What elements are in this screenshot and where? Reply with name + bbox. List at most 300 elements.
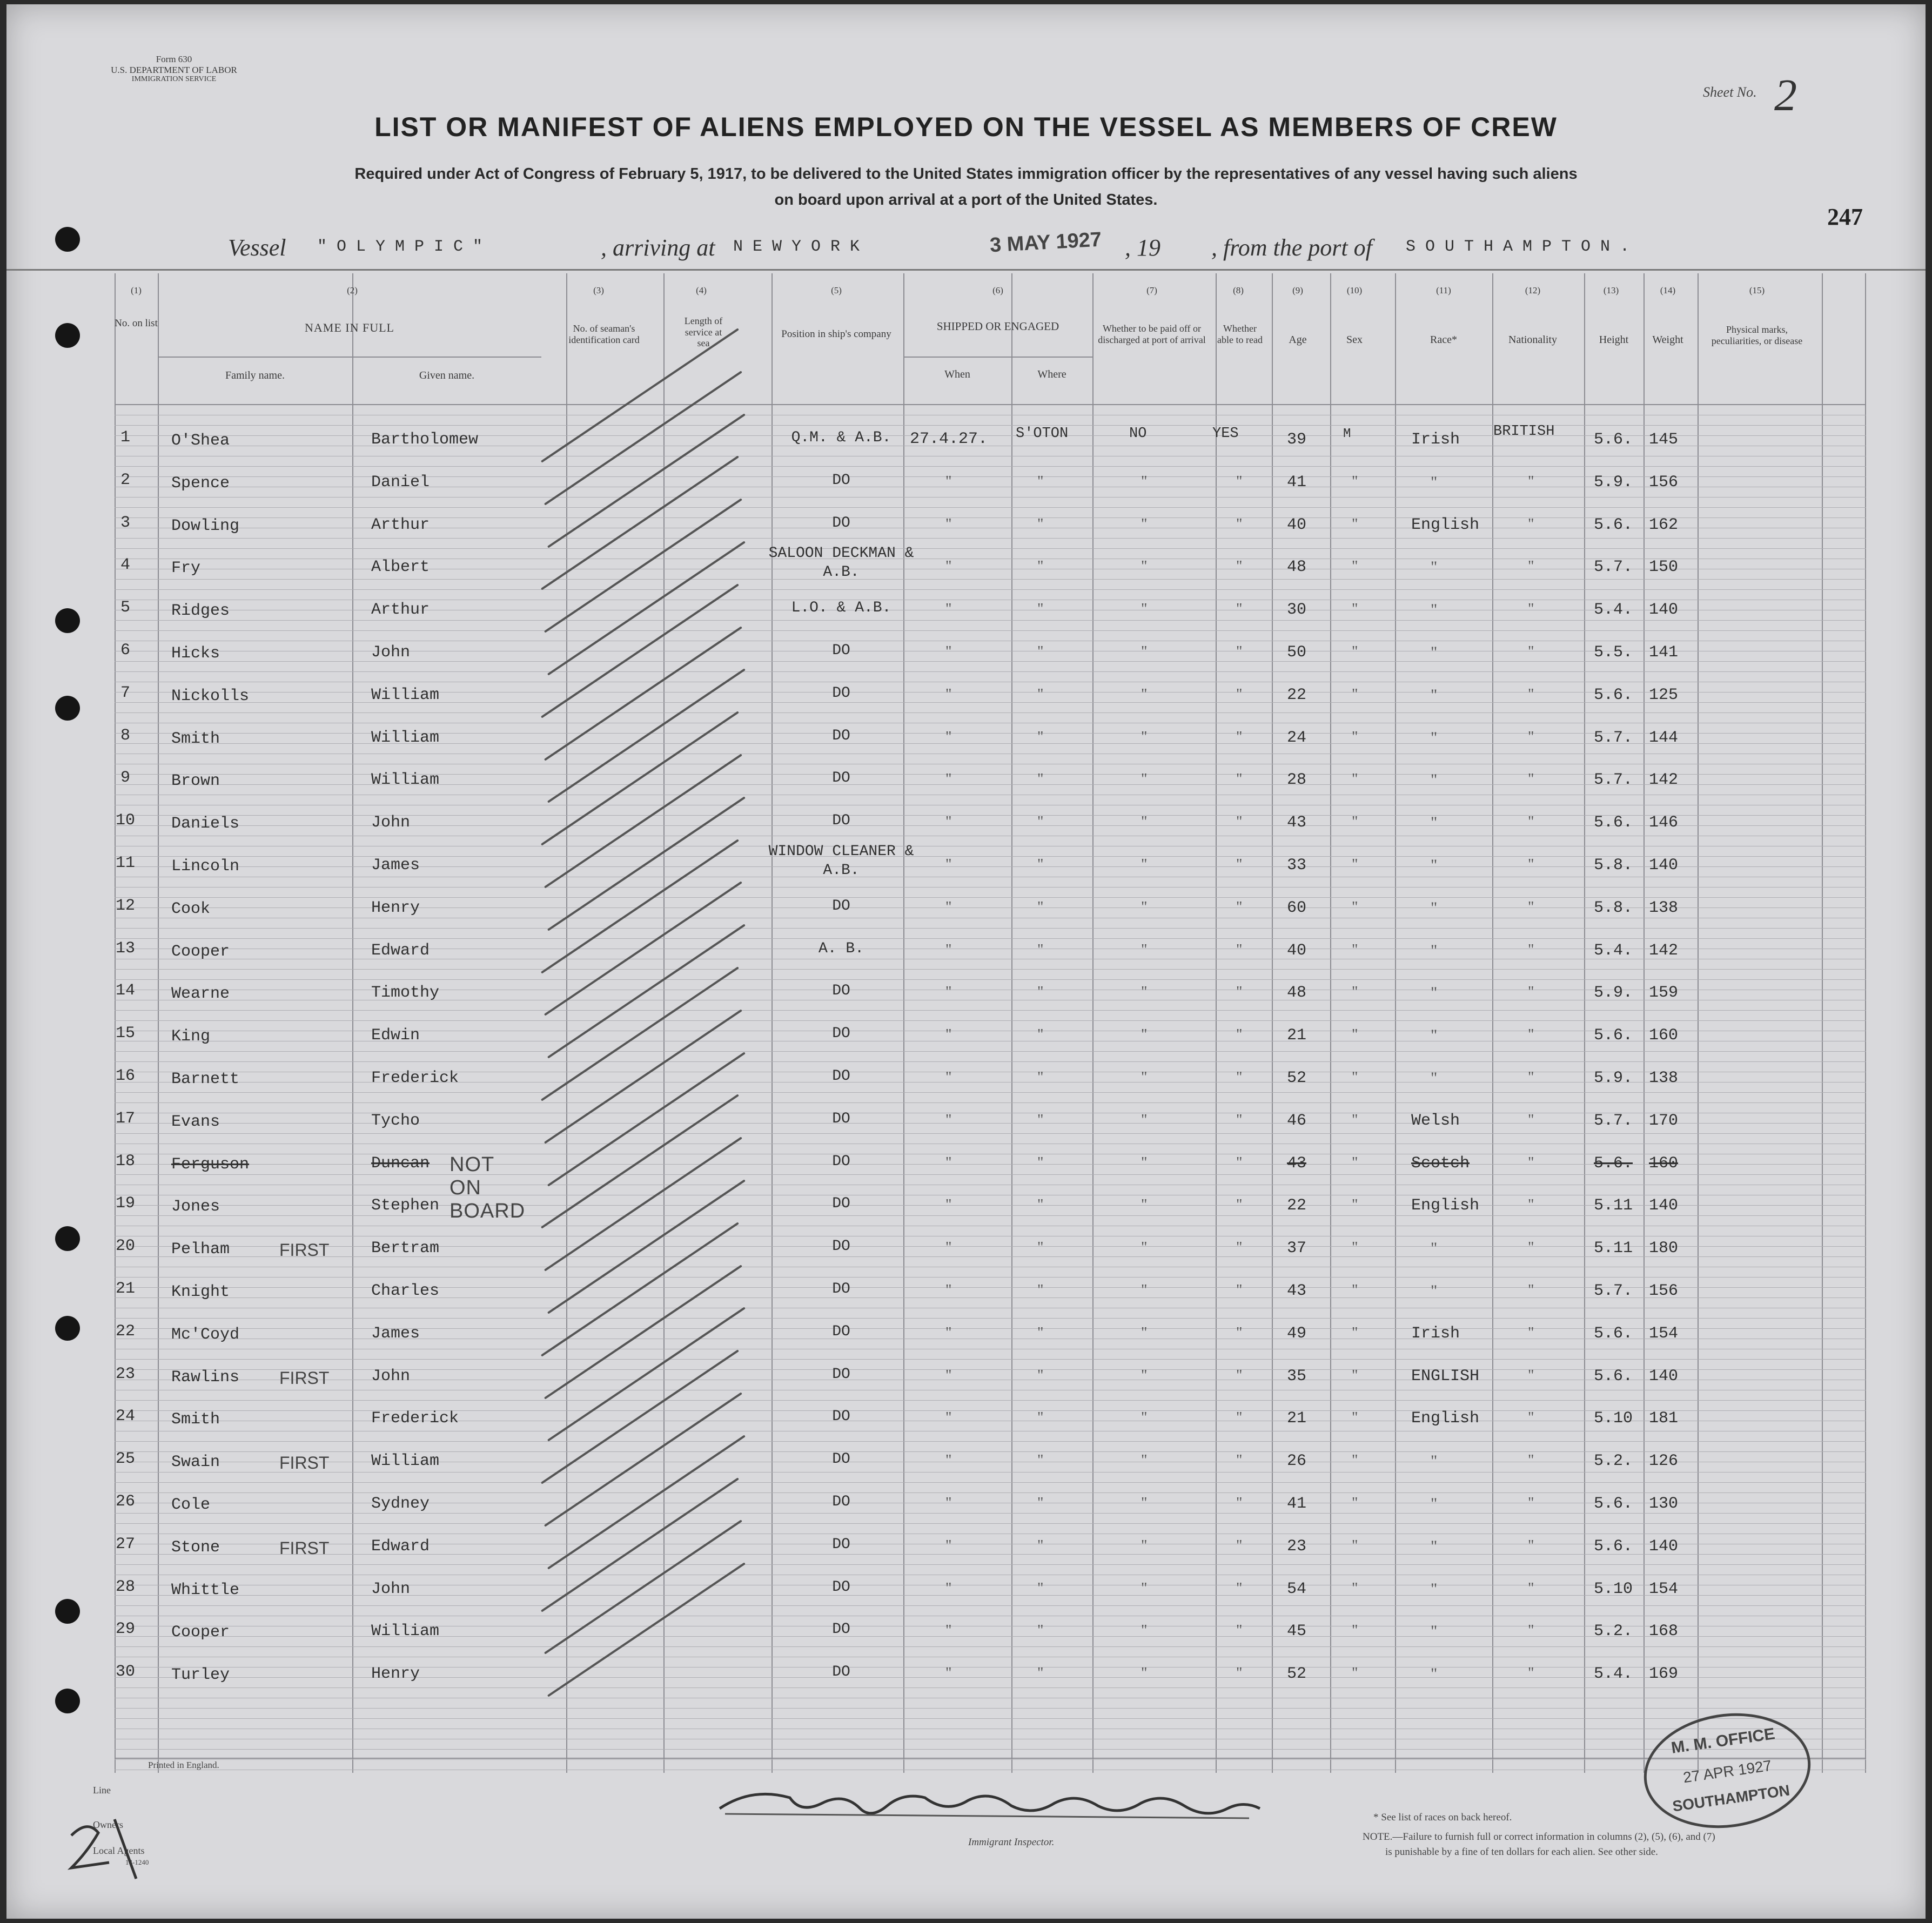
age: 21	[1287, 1026, 1307, 1045]
given-name: Edward	[371, 941, 430, 960]
height: 5.9.	[1594, 984, 1633, 1003]
ditto-where: "	[1037, 1495, 1044, 1511]
family-name: Jones	[171, 1198, 220, 1216]
position-in-company: DO	[832, 1281, 850, 1297]
race: "	[1431, 728, 1438, 747]
ditto-when: "	[945, 643, 952, 660]
ditto-sex: "	[1352, 813, 1358, 831]
row-number: 11	[115, 854, 135, 872]
ditto-nationality: "	[1528, 771, 1534, 788]
header-no-on-list: No. on list	[115, 318, 158, 329]
race: "	[1431, 1026, 1438, 1045]
ditto-when: "	[945, 771, 952, 788]
ditto-read: "	[1236, 685, 1243, 703]
position-in-company: DO	[832, 812, 850, 830]
ditto-when: "	[945, 1239, 952, 1256]
age: 52	[1287, 1665, 1307, 1684]
ruled-line	[115, 1482, 1866, 1483]
family-name: King	[171, 1027, 211, 1046]
ditto-read: "	[1236, 643, 1243, 660]
height: 5.2.	[1594, 1452, 1633, 1471]
weight: 162	[1649, 515, 1679, 534]
ditto-nationality: "	[1528, 1239, 1534, 1256]
ditto-sex: "	[1352, 1537, 1358, 1554]
column-rule	[158, 273, 159, 1773]
ditto-nationality: "	[1528, 1196, 1534, 1214]
ditto-paid: "	[1141, 1026, 1148, 1044]
ditto-nationality: "	[1528, 601, 1534, 618]
height: 5.11	[1594, 1239, 1633, 1258]
ditto-paid: "	[1141, 1111, 1148, 1128]
position-in-company: DO	[832, 1068, 850, 1085]
family-name: Ridges	[171, 602, 230, 621]
family-name: Mc'Coyd	[171, 1325, 240, 1344]
race: "	[1431, 558, 1438, 576]
age: 41	[1287, 1495, 1307, 1513]
ditto-sex: "	[1352, 1622, 1358, 1639]
weight: 169	[1649, 1665, 1679, 1684]
pencil-stroke	[544, 1520, 742, 1655]
ditto-when: "	[945, 1452, 952, 1469]
header-sex: Sex	[1346, 334, 1363, 346]
position-in-company: L.O. & A.B.	[791, 600, 891, 617]
weight: 126	[1649, 1452, 1679, 1471]
footnote-fine: is punishable by a fine of ten dollars for each alien. See other side.	[1385, 1846, 1658, 1858]
col-num: (8)	[1233, 285, 1244, 295]
header-paid-off: Whether to be paid off or discharged at port of arrival	[1098, 323, 1206, 345]
ditto-where: "	[1037, 558, 1044, 575]
ruled-line	[115, 548, 1866, 549]
ditto-sex: "	[1352, 473, 1358, 490]
given-name: Edwin	[371, 1026, 420, 1045]
ditto-where: "	[1037, 601, 1044, 618]
weight: 142	[1649, 941, 1679, 960]
race: "	[1431, 1282, 1438, 1300]
height: 5.10	[1594, 1409, 1633, 1428]
given-name: William	[371, 685, 440, 704]
ditto-where: "	[1037, 1154, 1044, 1171]
given-name: James	[371, 856, 420, 875]
ditto-where: "	[1037, 941, 1044, 958]
ditto-read: "	[1236, 1409, 1243, 1427]
race: Scotch	[1411, 1154, 1470, 1173]
weight: 138	[1649, 898, 1679, 917]
row-number: 7	[120, 683, 130, 702]
ruled-line	[115, 1133, 1866, 1134]
ditto-where: "	[1037, 1537, 1044, 1554]
age: 30	[1287, 601, 1307, 620]
ditto-paid: "	[1141, 1282, 1148, 1299]
row1-sex: M	[1343, 427, 1351, 441]
arrival-date-stamp: 3 MAY 1927	[989, 228, 1102, 257]
family-name: Cook	[171, 899, 211, 918]
ditto-paid: "	[1141, 515, 1148, 533]
column-rule	[1216, 273, 1217, 1773]
sheet-number: 2	[1774, 70, 1797, 120]
weight: 160	[1649, 1154, 1679, 1173]
punch-hole	[55, 1316, 80, 1341]
race: "	[1431, 771, 1438, 789]
ditto-when: "	[945, 1111, 952, 1128]
ditto-paid: "	[1141, 1409, 1148, 1427]
ditto-read: "	[1236, 856, 1243, 873]
ruled-line	[115, 1708, 1866, 1709]
row-number: 25	[115, 1450, 135, 1469]
ditto-paid: "	[1141, 473, 1148, 490]
position-in-company: DO	[832, 897, 850, 915]
given-name: Timothy	[371, 984, 440, 1003]
race: "	[1431, 984, 1438, 1002]
footnote-races: * See list of races on back hereof.	[1373, 1812, 1512, 1823]
height: 5.7.	[1594, 1111, 1633, 1130]
height: 5.6.	[1594, 1537, 1633, 1556]
given-name: William	[371, 771, 440, 790]
ditto-read: "	[1236, 1282, 1243, 1299]
ditto-where: "	[1037, 1111, 1044, 1128]
race: "	[1431, 1069, 1438, 1087]
height: 5.11	[1594, 1196, 1633, 1215]
ruled-line	[115, 1687, 1866, 1688]
col-num: (4)	[696, 285, 707, 295]
column-rule	[1643, 273, 1645, 1773]
position-in-company: DO	[832, 1110, 850, 1127]
age: 43	[1287, 813, 1307, 832]
ditto-paid: "	[1141, 1537, 1148, 1554]
height: 5.7.	[1594, 558, 1633, 577]
ditto-sex: "	[1352, 1069, 1358, 1086]
height: 5.9.	[1594, 473, 1633, 492]
ruled-line	[115, 1605, 1866, 1606]
row-number: 28	[115, 1577, 135, 1596]
ditto-sex: "	[1352, 856, 1358, 873]
given-name: Albert	[371, 558, 430, 577]
ditto-where: "	[1037, 1367, 1044, 1384]
row-number: 23	[115, 1364, 135, 1383]
form-number: Form 630	[156, 54, 192, 64]
ditto-where: "	[1037, 473, 1044, 490]
ditto-paid: "	[1141, 898, 1148, 916]
ditto-sex: "	[1352, 1111, 1358, 1128]
family-name: Smith	[171, 1410, 220, 1429]
ditto-nationality: "	[1528, 1622, 1534, 1639]
ditto-sex: "	[1352, 1495, 1358, 1511]
race: "	[1431, 856, 1438, 874]
local-agents-label: Local Agents	[93, 1845, 145, 1856]
family-name: Evans	[171, 1112, 220, 1131]
ditto-read: "	[1236, 771, 1243, 788]
ditto-when: "	[945, 984, 952, 1001]
age: 28	[1287, 771, 1307, 790]
header-nationality: Nationality	[1508, 334, 1557, 346]
column-rule	[352, 273, 353, 1773]
ditto-where: "	[1037, 643, 1044, 660]
ditto-sex: "	[1352, 1579, 1358, 1597]
ditto-sex: "	[1352, 1452, 1358, 1469]
pencil-stroke	[541, 328, 739, 462]
height: 5.2.	[1594, 1622, 1633, 1641]
given-name: James	[371, 1324, 420, 1343]
header-length-service: Length of service at sea	[684, 315, 723, 349]
ditto-where: "	[1037, 1239, 1044, 1256]
ditto-paid: "	[1141, 685, 1148, 703]
row-number: 20	[115, 1237, 135, 1256]
col-num: (12)	[1525, 285, 1541, 295]
age: 48	[1287, 984, 1307, 1003]
race: "	[1431, 1495, 1438, 1512]
ruled-line	[115, 630, 1866, 631]
age: 23	[1287, 1537, 1307, 1556]
arriving-label: , arriving at	[601, 234, 715, 261]
ruled-line	[115, 1020, 1866, 1021]
age: 45	[1287, 1622, 1307, 1641]
weight: 140	[1649, 1196, 1679, 1215]
column-rule	[566, 273, 567, 1773]
height: 5.6.	[1594, 685, 1633, 704]
age: 43	[1287, 1282, 1307, 1300]
header-position: Position in ship's company	[781, 328, 891, 340]
ditto-when: "	[945, 1324, 952, 1341]
ditto-when: "	[945, 1579, 952, 1597]
position-in-company: DO	[832, 514, 850, 532]
ditto-where: "	[1037, 771, 1044, 788]
subtitle-line-1: Required under Act of Congress of February 5, 1917, to be delivered to the United States immigration officer by the representatives of any vessel having such aliens	[354, 165, 1578, 183]
row-number: 3	[120, 513, 130, 532]
ditto-sex: "	[1352, 1282, 1358, 1299]
first-class-mark: FIRST	[279, 1538, 330, 1558]
given-name: William	[371, 728, 440, 747]
age: 24	[1287, 728, 1307, 747]
ditto-paid: "	[1141, 1196, 1148, 1214]
col-num: (7)	[1146, 285, 1157, 295]
ditto-paid: "	[1141, 984, 1148, 1001]
age: 60	[1287, 898, 1307, 917]
height: 5.7.	[1594, 728, 1633, 747]
ditto-sex: "	[1352, 558, 1358, 575]
ditto-nationality: "	[1528, 1069, 1534, 1086]
ruled-line	[115, 1749, 1866, 1750]
ditto-sex: "	[1352, 643, 1358, 660]
family-name: Dowling	[171, 516, 240, 535]
ditto-paid: "	[1141, 1495, 1148, 1511]
family-name: Turley	[171, 1666, 230, 1685]
ditto-paid: "	[1141, 1452, 1148, 1469]
column-rule	[1584, 273, 1585, 1773]
family-name: Cooper	[171, 942, 230, 961]
height: 5.5.	[1594, 643, 1633, 662]
from-port: S O U T H A M P T O N .	[1406, 238, 1630, 256]
position-in-company: DO	[832, 1536, 850, 1553]
header-physical-marks: Physical marks, peculiarities, or disease	[1711, 324, 1803, 346]
row1-paid-off: NO	[1129, 426, 1147, 442]
row-number: 30	[115, 1663, 135, 1682]
sheet-label: Sheet No.	[1703, 84, 1757, 100]
family-name: Nickolls	[171, 687, 250, 705]
position-in-company: DO	[832, 983, 850, 1000]
height: 5.6.	[1594, 1367, 1633, 1386]
pencil-stroke	[541, 1094, 739, 1229]
table-top-rule	[6, 269, 1926, 271]
page-title: LIST OR MANIFEST OF ALIENS EMPLOYED ON THE VESSEL AS MEMBERS OF CREW	[374, 112, 1558, 142]
race: "	[1431, 685, 1438, 704]
race: "	[1431, 1452, 1438, 1470]
ditto-when: "	[945, 1537, 952, 1554]
position-in-company: DO	[832, 472, 850, 489]
weight: 140	[1649, 856, 1679, 875]
row-number: 27	[115, 1535, 135, 1554]
age: 54	[1287, 1579, 1307, 1598]
given-name: Frederick	[371, 1069, 459, 1087]
ruled-line	[115, 1102, 1866, 1103]
ruled-line	[115, 969, 1866, 970]
ruled-line	[115, 579, 1866, 580]
col-num: (2)	[347, 285, 358, 295]
ditto-read: "	[1236, 1239, 1243, 1256]
ditto-paid: "	[1141, 1069, 1148, 1086]
ditto-nationality: "	[1528, 1367, 1534, 1384]
race: English	[1411, 1196, 1480, 1215]
weight: 150	[1649, 558, 1679, 577]
col-num: (15)	[1749, 285, 1765, 295]
ditto-read: "	[1236, 1495, 1243, 1511]
weight: 145	[1649, 431, 1679, 449]
ditto-when: "	[945, 1282, 952, 1299]
ditto-paid: "	[1141, 771, 1148, 788]
row-number: 29	[115, 1620, 135, 1639]
page-number: 247	[1827, 204, 1863, 230]
row-number: 6	[120, 641, 130, 660]
ditto-nationality: "	[1528, 1665, 1534, 1682]
ditto-sex: "	[1352, 1324, 1358, 1341]
ditto-sex: "	[1352, 1409, 1358, 1427]
office-stamp	[1636, 1703, 1818, 1838]
subtitle-line-2: on board upon arrival at a port of the United States.	[774, 191, 1158, 209]
position-in-company: A. B.	[818, 940, 864, 957]
ditto-read: "	[1236, 813, 1243, 831]
row-number: 18	[115, 1152, 135, 1171]
race: "	[1431, 473, 1438, 491]
ditto-paid: "	[1141, 558, 1148, 575]
race: Irish	[1411, 1324, 1460, 1343]
ditto-sex: "	[1352, 1239, 1358, 1256]
family-name: Cooper	[171, 1623, 230, 1642]
pencil-stroke	[541, 966, 739, 1101]
ditto-where: "	[1037, 1196, 1044, 1214]
ditto-where: "	[1037, 1622, 1044, 1639]
ditto-sex: "	[1352, 984, 1358, 1001]
ditto-when: "	[945, 898, 952, 916]
age: 37	[1287, 1239, 1307, 1258]
punch-hole	[55, 227, 80, 252]
age: 50	[1287, 643, 1307, 662]
ditto-read: "	[1236, 473, 1243, 490]
ditto-nationality: "	[1528, 941, 1534, 958]
given-name: William	[371, 1452, 440, 1471]
position-in-company: DO	[832, 1153, 850, 1170]
family-name: Ferguson	[171, 1155, 250, 1174]
ditto-nationality: "	[1528, 515, 1534, 533]
row-number: 5	[120, 599, 130, 617]
stamp-top: M. M. OFFICE	[1670, 1725, 1776, 1757]
family-name: Stone	[171, 1538, 220, 1557]
ditto-sex: "	[1352, 1154, 1358, 1171]
height: 5.6.	[1594, 431, 1633, 449]
row-number: 24	[115, 1407, 135, 1426]
position-in-company: DO	[832, 1025, 850, 1043]
pen-mark-2	[50, 1808, 158, 1884]
ditto-sex: "	[1352, 1026, 1358, 1044]
col-num: (13)	[1603, 285, 1619, 295]
ditto-read: "	[1236, 728, 1243, 745]
row-number: 21	[115, 1280, 135, 1298]
form-number-block	[93, 54, 255, 84]
race: "	[1431, 1239, 1438, 1258]
form-code: 14-1240	[125, 1858, 149, 1866]
family-name: Knight	[171, 1283, 230, 1301]
given-name: Sydney	[371, 1495, 430, 1513]
age: 41	[1287, 473, 1307, 492]
ditto-sex: "	[1352, 685, 1358, 703]
ditto-nationality: "	[1528, 856, 1534, 873]
header-race: Race*	[1430, 334, 1457, 346]
race: ENGLISH	[1411, 1367, 1480, 1386]
ruled-line	[115, 1092, 1866, 1093]
ditto-sex: "	[1352, 1196, 1358, 1214]
ditto-read: "	[1236, 1622, 1243, 1639]
family-name: Whittle	[171, 1581, 240, 1599]
ditto-where: "	[1037, 1026, 1044, 1044]
given-name: Edward	[371, 1537, 430, 1556]
row-number: 9	[120, 769, 130, 788]
weight: 156	[1649, 473, 1679, 492]
weight: 181	[1649, 1409, 1679, 1428]
ruled-line	[115, 979, 1866, 980]
family-name: Hicks	[171, 644, 220, 663]
printed-in: Printed in England.	[148, 1760, 219, 1770]
given-name: Bertram	[371, 1239, 440, 1258]
weight: 142	[1649, 771, 1679, 790]
manifest-sheet	[6, 4, 1926, 1919]
ditto-when: "	[945, 813, 952, 831]
ditto-where: "	[1037, 1324, 1044, 1341]
ditto-when: "	[945, 1367, 952, 1384]
given-name: John	[371, 643, 411, 662]
ditto-read: "	[1236, 1367, 1243, 1384]
ditto-where: "	[1037, 856, 1044, 873]
row-number: 16	[115, 1067, 135, 1085]
ditto-where: "	[1037, 813, 1044, 831]
position-in-company: DO	[832, 1494, 850, 1510]
age: 26	[1287, 1452, 1307, 1471]
header-name-in-full: NAME IN FULL	[305, 321, 394, 334]
weight: 140	[1649, 601, 1679, 620]
ditto-where: "	[1037, 898, 1044, 916]
age: 49	[1287, 1324, 1307, 1343]
vessel-name: " O L Y M P I C "	[317, 238, 483, 256]
family-name: Lincoln	[171, 857, 240, 876]
age: 52	[1287, 1069, 1307, 1087]
ditto-read: "	[1236, 1111, 1243, 1128]
position-in-company: DO	[832, 1238, 850, 1255]
ruled-line	[115, 1718, 1866, 1719]
ditto-read: "	[1236, 558, 1243, 575]
row-number: 22	[115, 1322, 135, 1341]
race: "	[1431, 1537, 1438, 1555]
punch-hole	[55, 1599, 80, 1624]
ditto-nationality: "	[1528, 1026, 1534, 1044]
col-num: (6)	[992, 285, 1003, 295]
family-name: Swain	[171, 1453, 220, 1472]
ruled-line	[115, 425, 1866, 426]
